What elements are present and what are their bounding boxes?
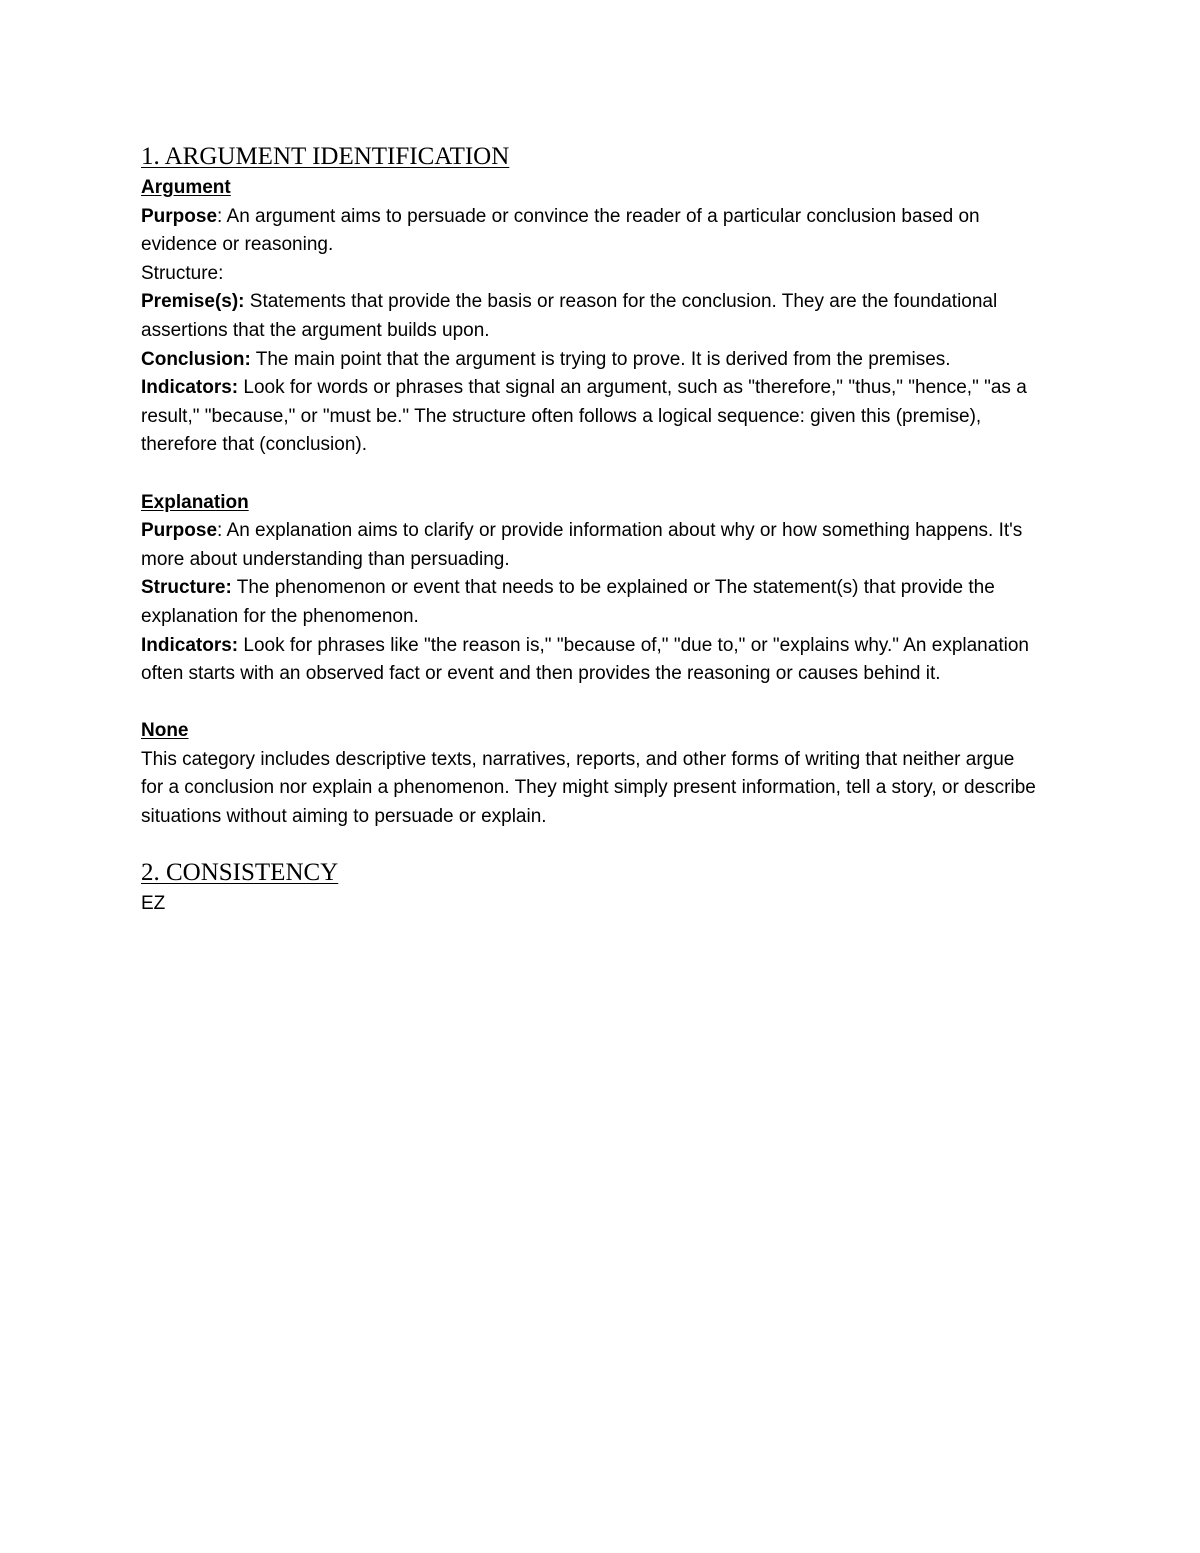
argument-subheading: Argument <box>141 177 231 198</box>
argument-premises-text: Statements that provide the basis or reason for the conclusion. They are the foundational assertions that the argument builds upon. <box>141 291 998 341</box>
explanation-subheading: Explanation <box>141 491 249 513</box>
explanation-purpose <box>141 517 1041 574</box>
explanation-indicators-label: Indicators: <box>141 634 239 656</box>
section-1-heading: 1. ARGUMENT IDENTIFICATION <box>141 143 510 170</box>
argument-purpose-label: Purpose <box>141 205 218 227</box>
argument-indicators <box>141 374 1041 460</box>
argument-structure-label: Structure: <box>141 262 224 284</box>
explanation-structure-text: The phenomenon or event that needs to be explained or The statement(s) that provide the explanation for the phenomenon. <box>141 577 995 627</box>
explanation-indicators <box>141 632 1041 689</box>
argument-purpose-text: : An argument aims to persuade or convince the reader of a particular conclusion based on evidence or reasoning. <box>141 205 980 256</box>
argument-indicators-label: Indicators: <box>141 377 239 399</box>
section-2-heading: 2. CONSISTENCY <box>141 858 339 886</box>
explanation-structure <box>141 574 1041 631</box>
argument-premises-label: Premise(s): <box>141 291 245 313</box>
argument-purpose <box>141 203 1041 260</box>
consistency-text: EZ <box>141 892 166 914</box>
none-subheading: None <box>141 720 189 742</box>
explanation-purpose-text: : An explanation aims to clarify or provide information about why or how something happens. It's more about understanding than persuading. <box>141 520 1023 570</box>
explanation-structure-label: Structure: <box>141 577 232 599</box>
explanation-indicators-text: Look for phrases like "the reason is," "because of," "due to," or "explains why." An explanation often starts with an observed fact or event and then provides the reasoning or causes behind it. <box>141 634 1029 685</box>
argument-conclusion-text: The main point that the argument is trying to prove. It is derived from the premises. <box>250 348 951 370</box>
spacer <box>141 689 1041 718</box>
spacer <box>141 460 1041 489</box>
argument-conclusion <box>141 346 1041 375</box>
argument-indicators-text: Look for words or phrases that signal an argument, such as "therefore," "thus," "hence," "as a result," "because," or "must be." The structure often follows a logical sequence: given this (premise), therefore that (conclusion). <box>141 377 1027 456</box>
explanation-purpose-label: Purpose <box>141 520 218 542</box>
argument-conclusion-label: Conclusion: <box>141 348 251 370</box>
argument-premises <box>141 288 1041 345</box>
document-page <box>141 140 1041 918</box>
none-text: This category includes descriptive texts, narratives, reports, and other forms of writing that neither argue for a conclusion nor explain a phenomenon. They might simply present information, tell a story, or describe situations without aiming to persuade or explain. <box>141 748 1036 828</box>
